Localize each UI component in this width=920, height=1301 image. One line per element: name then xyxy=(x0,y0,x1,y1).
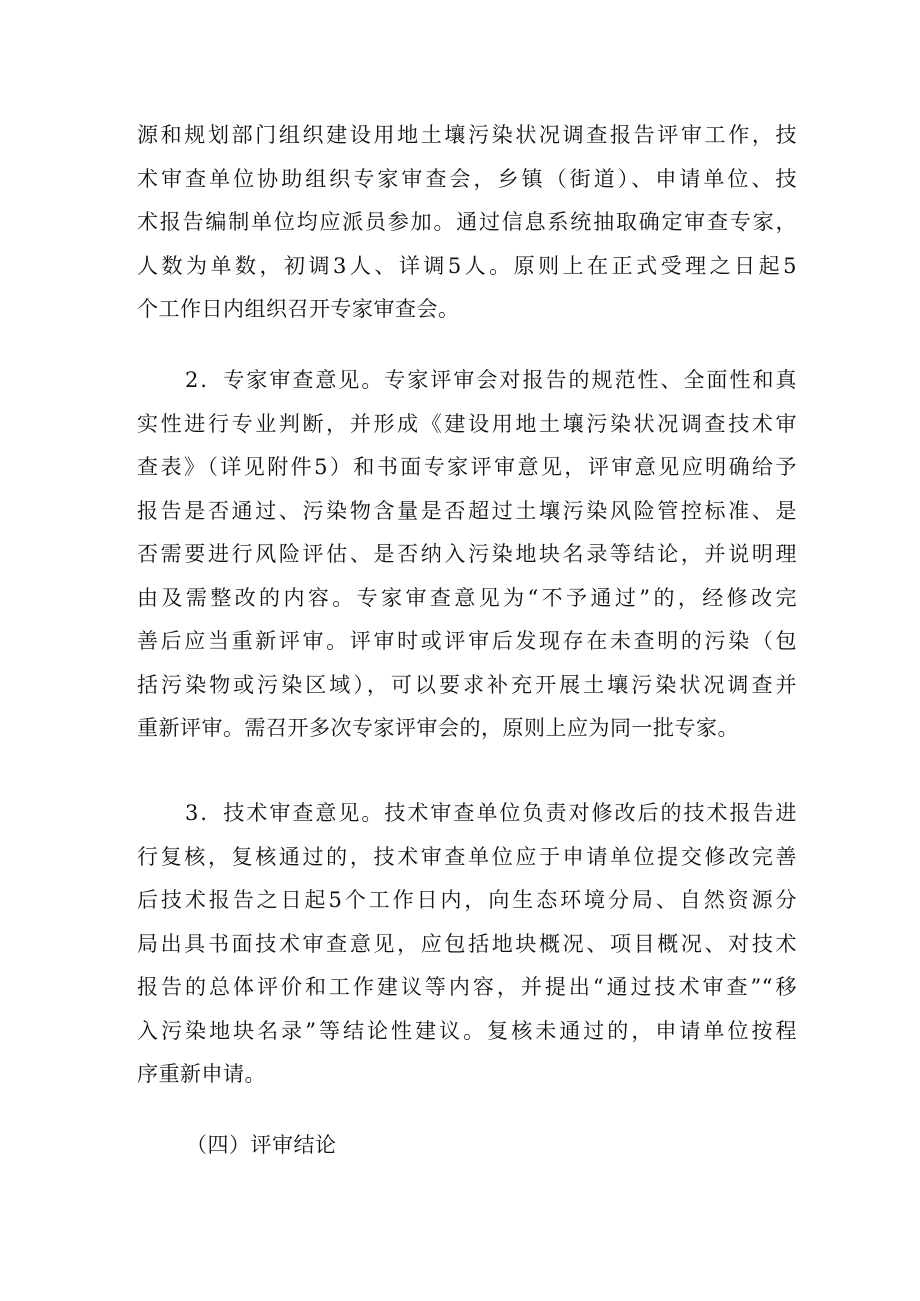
paragraph-line: 个工作日内组织召开专家审查会。 xyxy=(137,297,460,321)
paragraph-line: 行复核，复核通过的，技术审查单位应于申请单位提交修改完善 xyxy=(137,844,797,869)
paragraph-technical-review-opinion xyxy=(137,792,797,1097)
section-heading-review-conclusion: （四）评审结论 xyxy=(186,1133,337,1157)
paragraph-line: 由及需整改的内容。专家审查意见为“不予通过”的，经修改完 xyxy=(137,585,797,610)
paragraph-line: 2．专家审查意见。专家评审会对报告的规范性、全面性和真 xyxy=(185,368,797,392)
paragraph-line: 序重新申请。 xyxy=(137,1062,266,1086)
paragraph-line: 报告的总体评价和工作建议等内容，并提出“通过技术审查”“移 xyxy=(137,975,797,999)
paragraph-line: 源和规划部门组织建设用地土壤污染状况调查报告评审工作，技 xyxy=(137,123,797,147)
paragraph-line: 查表》（详见附件5）和书面专家评审意见，评审意见应明确给予 xyxy=(137,455,797,479)
paragraph-line: 否需要进行风险评估、是否纳入污染地块名录等结论，并说明理 xyxy=(137,542,797,566)
paragraph-line: 后技术报告之日起5个工作日内，向生态环境分局、自然资源分 xyxy=(137,888,797,912)
paragraph-line: 术审查单位协助组织专家审查会，乡镇（街道）、申请单位、技 xyxy=(137,166,797,191)
paragraph-line: 局出具书面技术审查意见，应包括地块概况、项目概况、对技术 xyxy=(137,931,797,956)
paragraph-line: 重新评审。需召开多次专家评审会的，原则上应为同一批专家。 xyxy=(137,716,739,740)
paragraph-line: 入污染地块名录”等结论性建议。复核未通过的，申请单位按程 xyxy=(137,1018,797,1043)
paragraph-expert-review-opinion xyxy=(137,359,797,751)
paragraph-line: 术报告编制单位均应派员参加。通过信息系统抽取确定审查专家， xyxy=(137,210,797,234)
paragraph-line: 人数为单数，初调3人、详调5人。原则上在正式受理之日起5 xyxy=(137,253,797,278)
paragraph-review-organization xyxy=(137,114,797,332)
paragraph-line: 3．技术审查意见。技术审查单位负责对修改后的技术报告进 xyxy=(185,801,797,825)
paragraph-line: 善后应当重新评审。评审时或评审后发现存在未查明的污染（包 xyxy=(137,629,797,653)
paragraph-line: 括污染物或污染区域），可以要求补充开展土壤污染状况调查并 xyxy=(137,672,797,697)
paragraph-line: 报告是否通过、污染物含量是否超过土壤污染风险管控标准、是 xyxy=(137,498,797,523)
paragraph-line: 实性进行专业判断，并形成《建设用地土壤污染状况调查技术审 xyxy=(137,411,797,436)
